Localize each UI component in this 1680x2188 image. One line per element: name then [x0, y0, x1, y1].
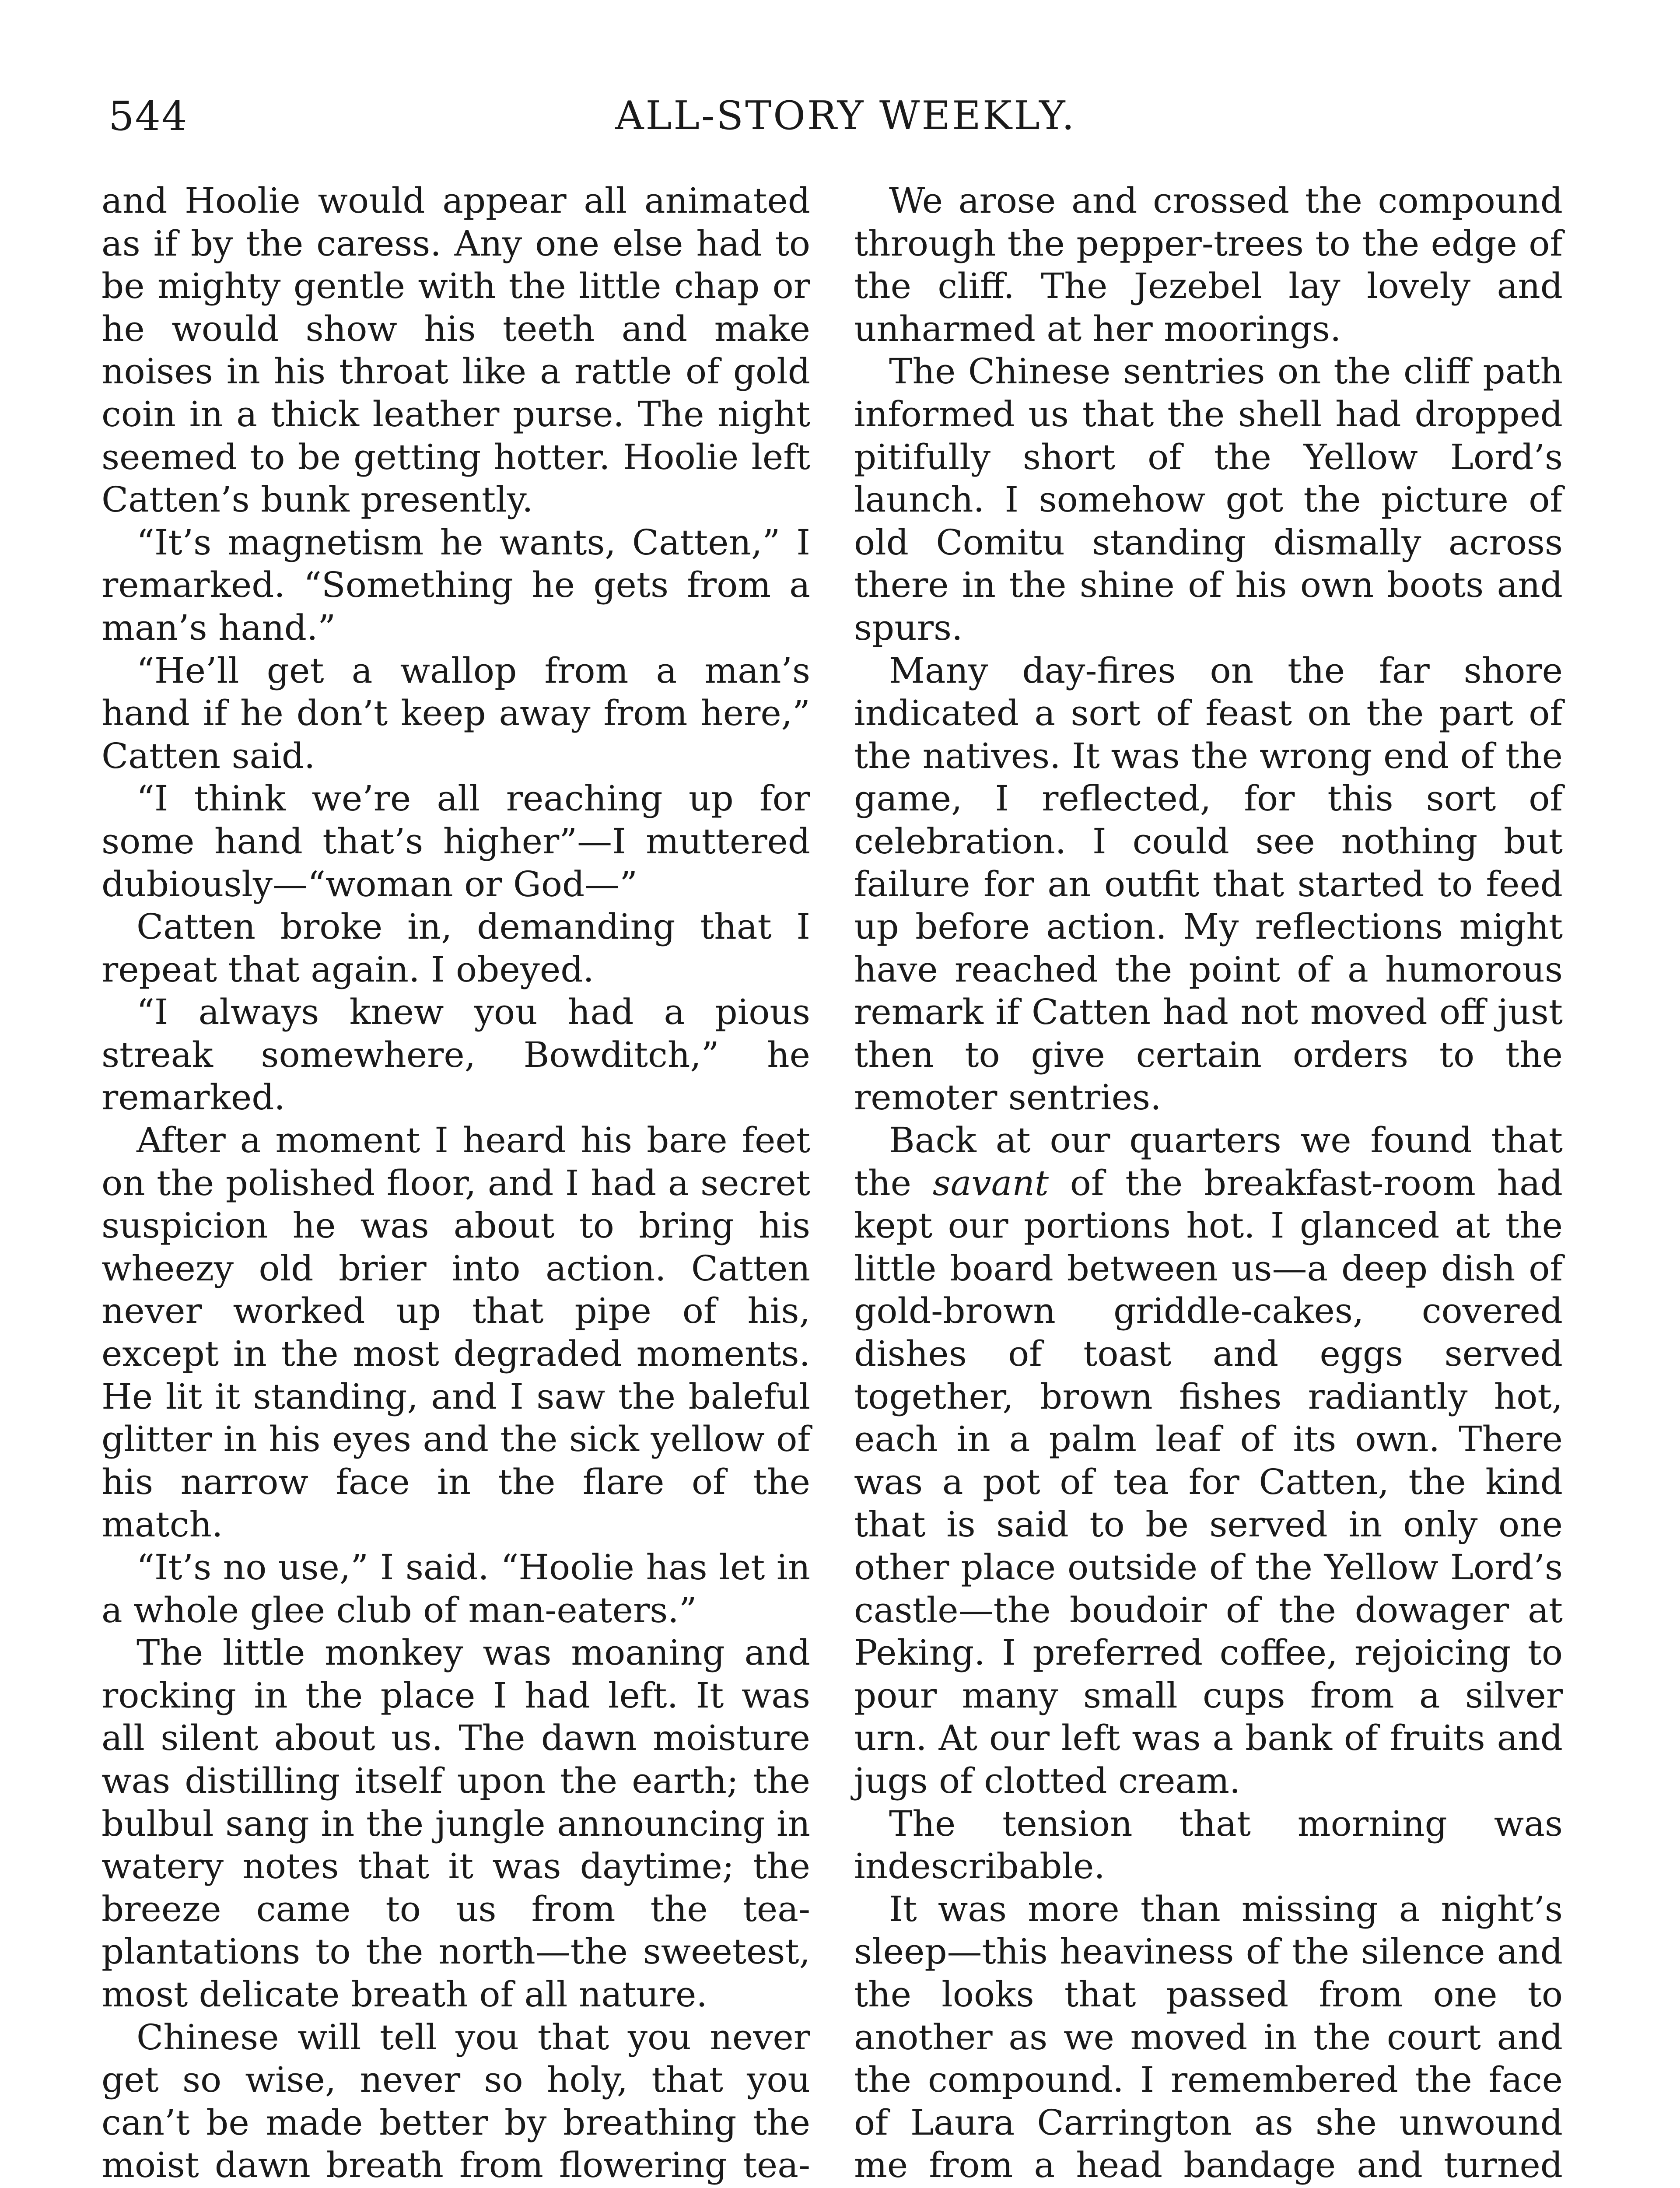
page-header [108, 93, 1583, 150]
paragraph-breakfast [854, 1119, 1563, 1802]
paragraph: “He’ll get a wallop from a man’s hand if he don’t keep away from here,” Catten said. [102, 650, 810, 776]
paragraph: “I think we’re all reaching up for some hand that’s higher”—I muttered dubiously—“woman or God—” [102, 778, 810, 905]
paragraph: “I always knew you had a pious streak somewhere, Bowditch,” he remarked. [102, 992, 810, 1118]
text-span: Back at our quarters we found that the [854, 1120, 1563, 1203]
left-column [102, 179, 810, 2188]
italic-word: savant [932, 1162, 1049, 1203]
paragraph: Many day-fires on the far shore indicated a sort of feast on the part of the natives. It was the wrong end of the game, I reflected, for this sort of celebration. I could see nothing but failure for an outfit that started to feed up before action. My reflections might have reached the point of a humorous remark if Catten had not moved off just then to give certain orders to the remoter sentries. [854, 650, 1563, 1118]
paragraph: and Hoolie would appear all animated as if by the caress. Any one else had to be mighty gentle with the little chap or he would show his teeth and make noises in his throat like a rattle of gold coin in a thick leather purse. The night seemed to be getting hotter. Hoolie left Catten’s bunk presently. [102, 180, 810, 520]
page-number: 544 [108, 93, 188, 140]
paragraph: It was more than missing a night’s sleep—this heaviness of the silence and the looks that passed from one to another as we moved in the court and the compound. I remembered the face of Laura Carrington as she unwound me from a head bandage and turned [854, 1888, 1563, 2186]
paragraph: The Chinese sentries on the cliff path informed us that the shell had dropped pitifully short of the Yellow Lord’s launch. I somehow got the picture of old Comitu standing dismally across there in the shine of his own boots and spurs. [854, 351, 1563, 648]
right-column [854, 179, 1563, 2188]
paragraph: “It’s no use,” I said. “Hoolie has let in a whole glee club of man-eaters.” [102, 1547, 810, 1630]
paragraph: The tension that morning was indescribable. [854, 1803, 1563, 1887]
text-span: of the breakfast-room had kept our portions hot. I glanced at the little board between us—a deep dish of gold-brown griddle-cakes, covered dishes of toast and eggs served together, brown fishes radiantly hot, each in a palm leaf of its own. There was a pot of tea for Catten, the kind that is said to be served in only one other place outside of the Yellow Lord’s castle—the boudoir of the dowager at Peking. I preferred coffee, rejoicing to pour many small cups from a silver urn. At our left was a bank of fruits and jugs of clotted cream. [854, 1162, 1563, 1801]
paragraph: After a moment I heard his bare feet on the polished floor, and I had a secret suspicion he was about to bring his wheezy old brier into action. Catten never worked up that pipe of his, except in the most degraded moments. He lit it standing, and I saw the baleful glitter in his eyes and the sick yellow of his narrow face in the flare of the match. [102, 1120, 810, 1545]
paragraph: Catten broke in, demanding that I repeat that again. I obeyed. [102, 906, 810, 990]
paragraph: The little monkey was moaning and rocking in the place I had left. It was all silent about us. The dawn moisture was distilling itself upon the earth; the bulbul sang in the jungle announcing in watery notes that it was daytime; the breeze came to us from the tea-plantations to the north—the sweetest, most delicate breath of all nature. [102, 1632, 810, 2015]
running-title: ALL-STORY WEEKLY. [615, 93, 1076, 139]
paragraph: Chinese will tell you that you never get so wise, never so holy, that you can’t be made better by breathing the moist dawn breath from flowering tea- [102, 2016, 810, 2186]
paragraph: “It’s magnetism he wants, Catten,” I remarked. “Something he gets from a man’s hand.” [102, 522, 810, 648]
paragraph: We arose and crossed the compound through the pepper-trees to the edge of the cliff. The Jezebel lay lovely and unharmed at her moorings. [854, 180, 1563, 349]
